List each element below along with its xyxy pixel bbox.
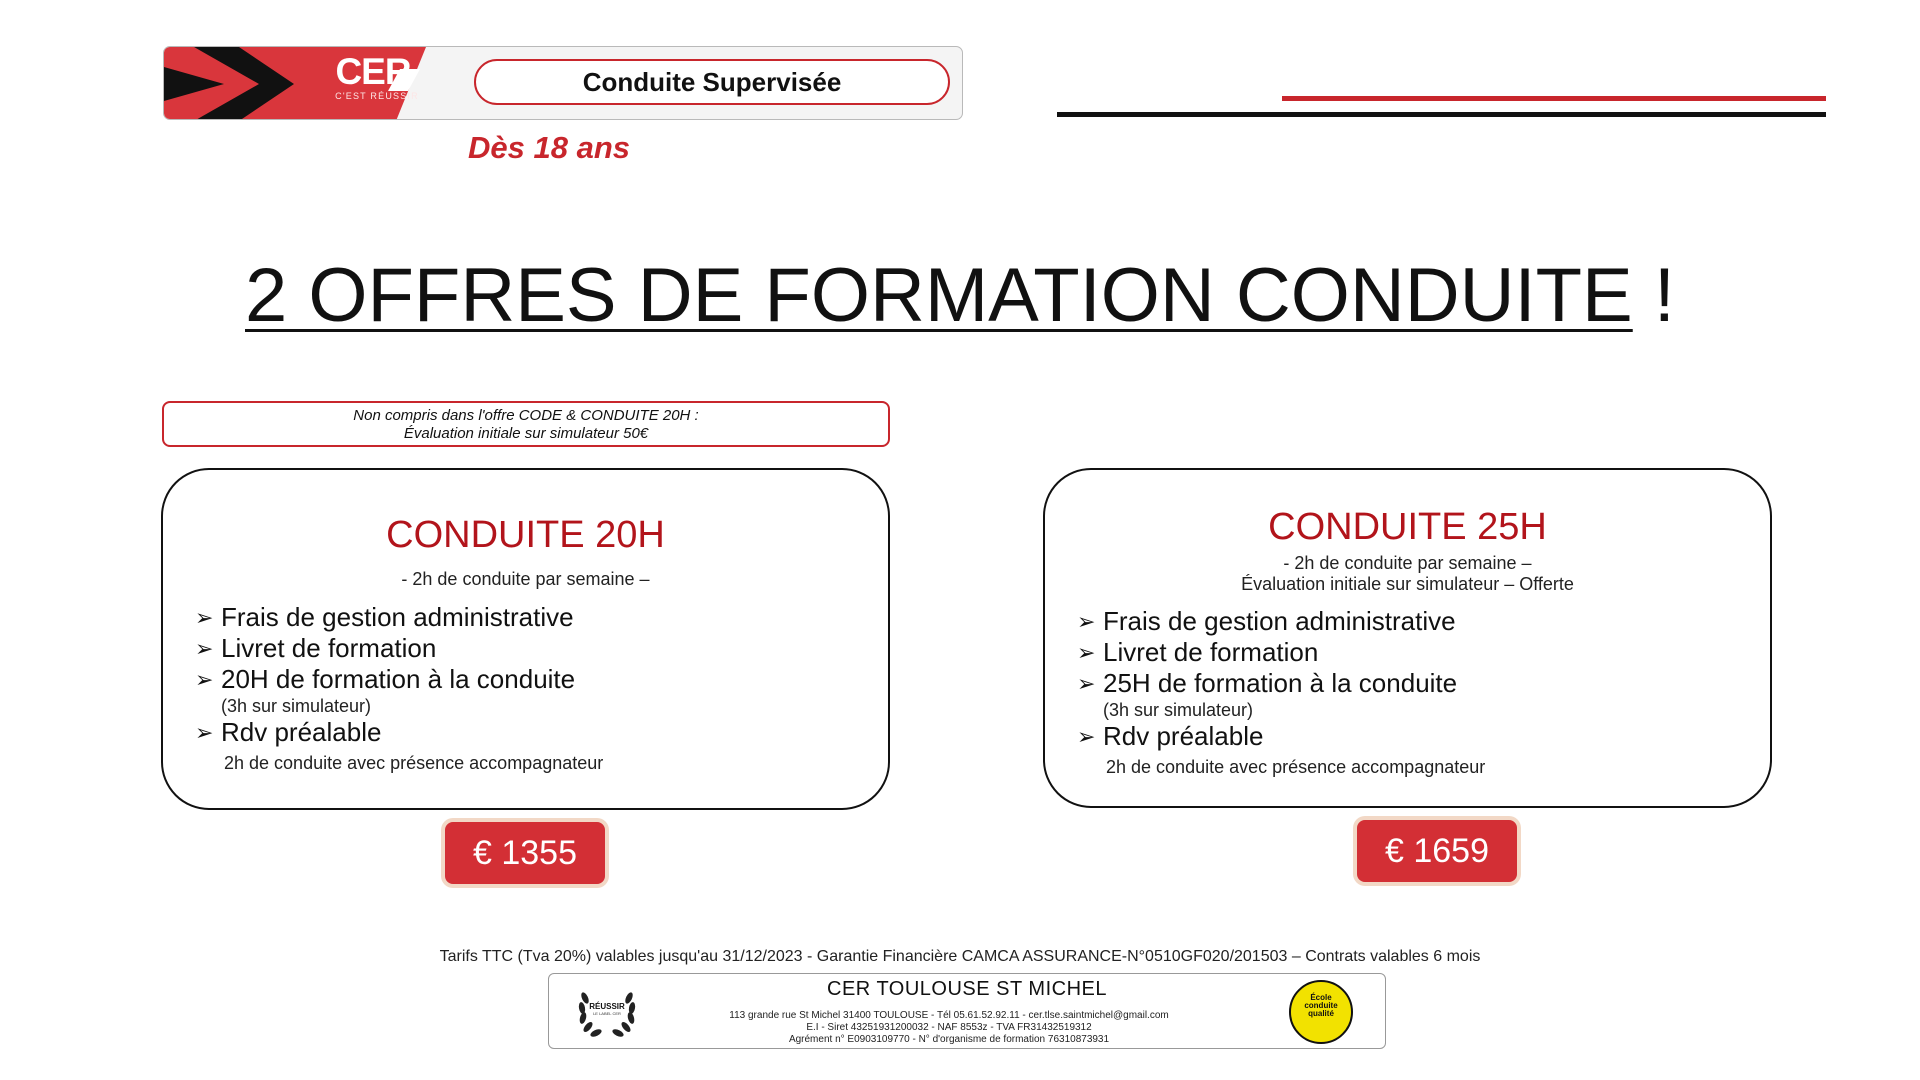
offer-subtitle-2: Évaluation initiale sur simulateur – Offerte xyxy=(1241,574,1574,594)
list-item-label: Frais de gestion administrative xyxy=(1103,606,1456,636)
list-item-label: Rdv préalable xyxy=(221,717,382,747)
page-title-suffix: ! xyxy=(1632,253,1675,338)
quality-badge-icon xyxy=(1289,980,1353,1044)
list-item xyxy=(1077,721,1485,752)
agency-name: CER TOULOUSE ST MICHEL xyxy=(827,978,1107,1000)
exclusion-note xyxy=(162,401,890,447)
logo-text: CER xyxy=(335,51,411,92)
arrowhead-bullet-icon: ➢ xyxy=(195,636,214,661)
list-item-note: (3h sur simulateur) xyxy=(1103,700,1254,720)
list-item-label: Rdv préalable xyxy=(1103,721,1264,751)
arrowhead-bullet-icon: ➢ xyxy=(1077,609,1096,634)
arrowhead-bullet-icon: ➢ xyxy=(1077,724,1096,749)
offer-items xyxy=(195,602,603,774)
banner-title: Conduite Supervisée xyxy=(474,59,950,105)
list-item xyxy=(195,633,603,664)
exclusion-note-line1: Non compris dans l'offre CODE & CONDUITE 20H : xyxy=(353,407,699,424)
list-item xyxy=(1077,637,1485,668)
list-item xyxy=(195,664,603,695)
list-item-note: 2h de conduite avec présence accompagnateur xyxy=(224,753,604,773)
price-button-25h[interactable]: € 1659 xyxy=(1357,820,1517,882)
offer-subtitle: - 2h de conduite par semaine – xyxy=(401,569,650,589)
list-item xyxy=(195,717,603,748)
arrowhead-bullet-icon: ➢ xyxy=(1077,671,1096,696)
laurel-sublabel: LE LABEL CER xyxy=(593,1011,621,1016)
age-label: Dès 18 ans xyxy=(468,130,630,165)
arrowhead-bullet-icon: ➢ xyxy=(195,720,214,745)
red-divider xyxy=(1282,96,1826,101)
exclusion-note-line2: Évaluation initiale sur simulateur 50€ xyxy=(403,425,649,442)
list-item-note: 2h de conduite avec présence accompagnateur xyxy=(1106,757,1486,777)
arrowhead-bullet-icon: ➢ xyxy=(195,605,214,630)
list-item-label: 25H de formation à la conduite xyxy=(1103,668,1458,698)
list-item-note: (3h sur simulateur) xyxy=(221,696,372,716)
list-item-label: Frais de gestion administrative xyxy=(221,602,574,632)
pricing-terms: Tarifs TTC (Tva 20%) valables jusqu'au 31/12/2023 - Garantie Financière CAMCA ASSURANCE-N°0510GF020/201503 – Contrats valables 6 mois xyxy=(439,948,1481,965)
badge-line: École xyxy=(1310,993,1332,1002)
list-item-label: Livret de formation xyxy=(1103,637,1319,667)
footer-contact-box xyxy=(548,973,1386,1049)
agency-address: 113 grande rue St Michel 31400 TOULOUSE - Tél 05.61.52.92.11 - cer.tlse.saintmichel@gmail.com xyxy=(729,1010,1169,1021)
list-item xyxy=(195,602,603,633)
arrowhead-bullet-icon: ➢ xyxy=(195,667,214,692)
offer-title: CONDUITE 20H xyxy=(386,514,665,556)
page-title-main: 2 OFFRES DE FORMATION CONDUITE xyxy=(245,253,1633,338)
badge-line: qualité xyxy=(1308,1009,1334,1018)
offer-title: CONDUITE 25H xyxy=(1268,506,1547,548)
list-item xyxy=(1077,606,1485,637)
offer-card-20h xyxy=(161,468,890,810)
page-title xyxy=(0,252,1920,339)
laurel-label: RÉUSSIR xyxy=(589,1002,625,1011)
offer-card-25h xyxy=(1043,468,1772,808)
offer-subtitle: - 2h de conduite par semaine – xyxy=(1283,553,1532,573)
agency-details xyxy=(679,1010,1219,1046)
badge-line: conduite xyxy=(1304,1001,1338,1010)
list-item-label: Livret de formation xyxy=(221,633,437,663)
agency-agrement: Agrément n° E0903109770 - N° d'organisme de formation 76310873931 xyxy=(788,1034,1110,1045)
offer-items xyxy=(1077,606,1485,778)
logo-slogan: C'EST RÉUSSIR xyxy=(335,91,419,101)
arrowhead-bullet-icon: ➢ xyxy=(1077,640,1096,665)
agency-registration: E.I - Siret 43251931200032 - NAF 8553z - TVA FR31432519312 xyxy=(806,1022,1092,1033)
header-banner xyxy=(163,46,963,120)
black-divider xyxy=(1057,112,1826,117)
list-item-label: 20H de formation à la conduite xyxy=(221,664,576,694)
price-button-20h[interactable]: € 1355 xyxy=(445,822,605,884)
list-item xyxy=(1077,668,1485,699)
badge-text xyxy=(1291,994,1351,1018)
